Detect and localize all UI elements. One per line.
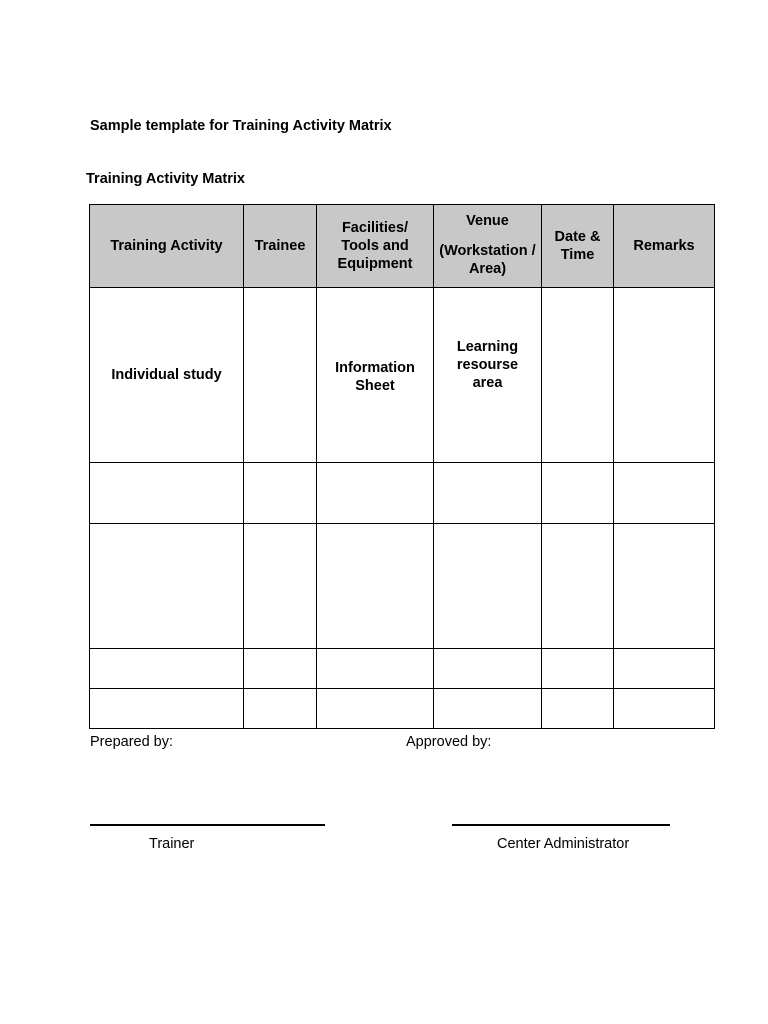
header-venue-sub: (Workstation / Area) xyxy=(439,243,536,277)
cell-date-time xyxy=(542,463,614,524)
cell-date-time xyxy=(542,689,614,729)
header-remarks: Remarks xyxy=(614,205,715,288)
table-row xyxy=(90,649,715,689)
cell-date-time xyxy=(542,649,614,689)
cell-trainee xyxy=(244,689,317,729)
training-activity-matrix-table xyxy=(89,204,715,729)
table-row xyxy=(90,689,715,729)
cell-venue xyxy=(434,524,542,649)
table-header-row xyxy=(90,205,715,288)
header-training-activity: Training Activity xyxy=(90,205,244,288)
cell-remarks xyxy=(614,288,715,463)
cell-training-activity: Individual study xyxy=(90,288,244,463)
cell-remarks xyxy=(614,649,715,689)
cell-trainee xyxy=(244,649,317,689)
approved-by-label: Approved by: xyxy=(406,734,492,750)
cell-remarks xyxy=(614,524,715,649)
cell-venue: Learning resourse area xyxy=(434,288,542,463)
header-venue-label: Venue xyxy=(466,213,509,229)
header-facilities: Facilities/ Tools and Equipment xyxy=(317,205,434,288)
center-administrator-label: Center Administrator xyxy=(497,836,630,852)
cell-training-activity xyxy=(90,524,244,649)
trainer-label: Trainer xyxy=(149,836,195,852)
prepared-by-label: Prepared by: xyxy=(90,734,174,750)
table-row xyxy=(90,463,715,524)
cell-trainee xyxy=(244,524,317,649)
header-venue xyxy=(434,205,542,288)
administrator-signature-line xyxy=(452,824,670,826)
cell-trainee xyxy=(244,288,317,463)
cell-date-time xyxy=(542,524,614,649)
cell-facilities: Information Sheet xyxy=(317,288,434,463)
cell-training-activity xyxy=(90,463,244,524)
cell-training-activity xyxy=(90,649,244,689)
cell-facilities xyxy=(317,463,434,524)
cell-remarks xyxy=(614,463,715,524)
document-title: Sample template for Training Activity Matrix xyxy=(90,118,392,134)
cell-date-time xyxy=(542,288,614,463)
cell-venue xyxy=(434,463,542,524)
cell-venue xyxy=(434,689,542,729)
cell-venue xyxy=(434,649,542,689)
cell-facilities xyxy=(317,689,434,729)
trainer-signature-line xyxy=(90,824,325,826)
cell-trainee xyxy=(244,463,317,524)
cell-remarks xyxy=(614,689,715,729)
cell-facilities xyxy=(317,524,434,649)
table-row xyxy=(90,288,715,463)
header-date-time: Date & Time xyxy=(542,205,614,288)
cell-facilities xyxy=(317,649,434,689)
table-row xyxy=(90,524,715,649)
header-trainee: Trainee xyxy=(244,205,317,288)
cell-training-activity xyxy=(90,689,244,729)
matrix-heading: Training Activity Matrix xyxy=(86,171,245,187)
